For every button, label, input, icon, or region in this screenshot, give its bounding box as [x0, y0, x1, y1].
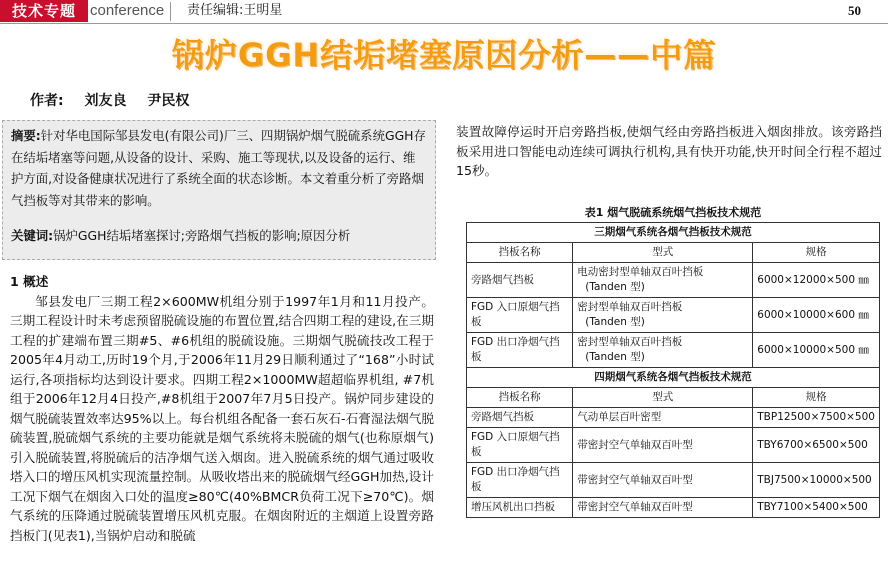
table-row — [467, 408, 880, 428]
type-text: 电动密封型单轴双百叶挡板 — [577, 266, 704, 278]
body-paragraph: 邹县发电厂三期工程2×600MW机组分别于1997年1月和11月投产。三期工程设计时未考虑预留脱硫设施的布置位置,结合四期工程的建设,在三期工程的扩建端布置三期#5、#6机组的脱硫设施。三期烟气脱硫技改工程于2005年4月动工,历时19个月,于2006年11月29日顺利通过了“168”小时试运行,各项指标均达到设计要求。四期工程2×1000MW超超临界机组, #7机组于2006年12月4日投产,#8机组于2007年7月5日投产。锅炉同步建设的烟气脱硫装置效率达95%以上。每台机组各配备一套石灰石-石膏湿法烟气脱硫装置,脱硫烟气系统的主要功能就是烟气系统将未脱硫的烟气(也称原烟气)引入脱硫装置,将脱硫后的洁净烟气送入烟囱。进入脱硫系统的烟气通过吸收塔入口的增压风机实现流量控制。从吸收塔出来的脱硫烟气经GGH加热,设计工况下烟气在烟囱入口处的温度≥80℃(40%BMCR负荷工况下≥70℃)。烟气系统的压降通过脱硫装置增压风机克服。在烟囱附近的主烟道上设置旁路挡板门(见表1),当锅炉启动和脱硫 — [10, 293, 434, 543]
abstract-paragraph — [11, 125, 427, 211]
author-name: 尹民权 — [147, 93, 190, 109]
table-row — [467, 298, 880, 333]
section-heading: 1 概述 — [10, 274, 49, 289]
table-header-row — [467, 243, 880, 263]
cell-name: FGD 入口原烟气挡板 — [467, 298, 573, 333]
right-column — [456, 122, 882, 181]
table-row — [467, 333, 880, 368]
header-cell: 挡板名称 — [467, 388, 573, 408]
type-note: (Tanden 型) — [585, 316, 645, 328]
header-cell: 挡板名称 — [467, 243, 573, 263]
cell-name: FGD 入口原烟气挡板 — [467, 428, 573, 463]
cell-type — [573, 263, 753, 298]
page-number: 50 — [848, 3, 861, 18]
header-cell: 规格 — [753, 388, 880, 408]
cell-type — [573, 333, 753, 368]
group-title: 三期烟气系统各烟气挡板技术规范 — [467, 223, 880, 243]
header-divider — [170, 2, 171, 21]
cell-name: 旁路烟气挡板 — [467, 263, 573, 298]
keywords-text: 锅炉GGH结垢堵塞探讨;旁路烟气挡板的影响;原因分析 — [53, 228, 351, 243]
section-tag: 技术专题 — [0, 0, 88, 22]
cell-type — [573, 298, 753, 333]
cell-spec: TBJ7500×10000×500 — [753, 463, 880, 498]
header-rule — [0, 23, 888, 24]
spec-table — [466, 222, 880, 518]
article-title: 锅炉GGH结垢堵塞原因分析——中篇 — [171, 36, 717, 74]
cell-type: 带密封空气单轴双百叶型 — [573, 498, 753, 518]
cell-type: 气动单层百叶密型 — [573, 408, 753, 428]
abstract-box — [2, 120, 436, 260]
table-caption: 表1 烟气脱硫系统烟气挡板技术规范 — [584, 206, 762, 219]
type-text: 密封型单轴双百叶挡板 — [577, 301, 683, 313]
section-tag-en: conference — [90, 2, 165, 19]
header-cell: 规格 — [753, 243, 880, 263]
table-group-header — [467, 223, 880, 243]
author-line — [30, 91, 205, 111]
cell-spec: 6000×10000×600 ㎜ — [753, 298, 880, 333]
cell-type: 带密封空气单轴双百叶型 — [573, 428, 753, 463]
cell-type: 带密封空气单轴双百叶型 — [573, 463, 753, 498]
type-text: 密封型单轴双百叶挡板 — [577, 336, 683, 348]
left-column — [10, 272, 434, 545]
keywords-label: 关键词: — [11, 228, 54, 243]
author-name: 刘友良 — [84, 93, 127, 109]
type-note: (Tanden 型) — [585, 281, 645, 293]
table-group-header — [467, 368, 880, 388]
table-row — [467, 498, 880, 518]
body-paragraph: 装置故障停运时开启旁路挡板,使烟气经由旁路挡板进入烟囱排放。该旁路挡板采用进口智能电动连续可调执行机构,具有快开功能,快开时间全行程不超过15秒。 — [456, 124, 882, 178]
header-cell: 型式 — [573, 388, 753, 408]
cell-name: 旁路烟气挡板 — [467, 408, 573, 428]
cell-name: FGD 出口净烟气挡板 — [467, 463, 573, 498]
cell-spec: TBP12500×7500×500 — [753, 408, 880, 428]
table-row — [467, 428, 880, 463]
table-header-row — [467, 388, 880, 408]
cell-name: 增压风机出口挡板 — [467, 498, 573, 518]
table-row — [467, 263, 880, 298]
cell-name: FGD 出口净烟气挡板 — [467, 333, 573, 368]
table-row — [467, 463, 880, 498]
header-cell: 型式 — [573, 243, 753, 263]
type-note: (Tanden 型) — [585, 351, 645, 363]
editor-credit: 责任编辑:王明星 — [187, 3, 283, 18]
keywords-paragraph — [11, 225, 427, 247]
cell-spec: TBY7100×5400×500 — [753, 498, 880, 518]
abstract-text: 针对华电国际邹县发电(有限公司)厂三、四期锅炉烟气脱硫系统GGH存在结垢堵塞等问题,从设备的设计、采购、施工等现状,以及设备的运行、维护方面,对设备健康状况进行了系统全面的状态诊断。本文着重分析了旁路烟气挡板等对其带来的影响。 — [11, 128, 426, 208]
group-title: 四期烟气系统各烟气挡板技术规范 — [467, 368, 880, 388]
abstract-label: 摘要: — [11, 128, 41, 143]
cell-spec: 6000×12000×500 ㎜ — [753, 263, 880, 298]
cell-spec: 6000×10000×500 ㎜ — [753, 333, 880, 368]
author-label: 作者: — [30, 93, 64, 109]
cell-spec: TBY6700×6500×500 — [753, 428, 880, 463]
